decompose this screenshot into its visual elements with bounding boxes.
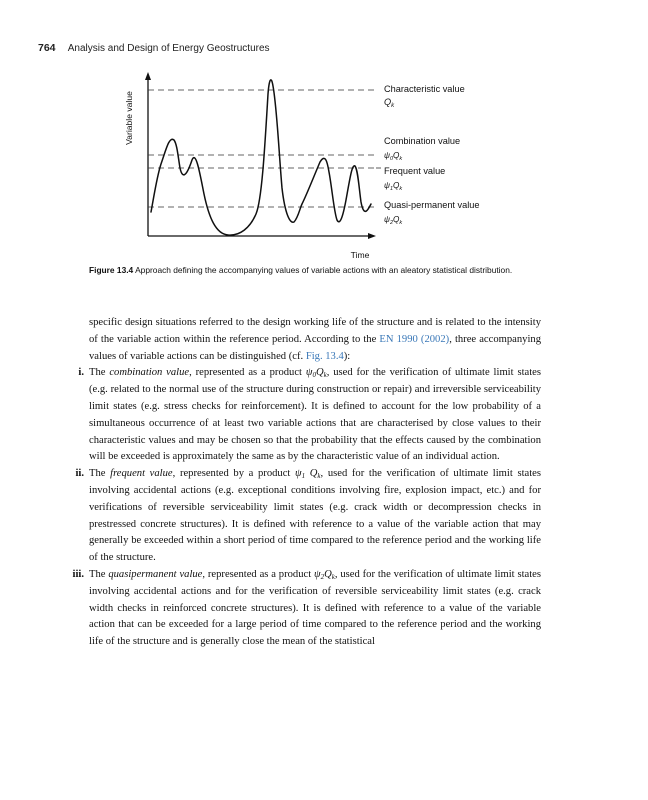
running-header <box>38 42 270 54</box>
item-term: quasipermanent value <box>108 568 203 580</box>
figure-caption-text: Approach defining the accompanying values of variable actions with an aleatory statistical distribution. <box>135 265 513 275</box>
y-axis-label: Variable value <box>124 91 134 145</box>
page-number: 764 <box>38 42 56 54</box>
intro-text-1: specific design situations referred to the design working life of the structure and is related to the intensity of the variable action within the reference period. According to the <box>89 317 541 345</box>
item-text: , used for the verification of ultimate limit states involving accidental actions (e.g. exceptional conditions involving fire, explosion impact, etc.) and for verifications of reversible serviceability limit states (e.g. crack width or decompression checks in prestressed concrete structures). It is defined with reference to a value of the variable action that may generally be exceeded within a short period of time compared to the reference period and the working life of the structure. <box>89 468 541 564</box>
body-text <box>72 315 542 651</box>
item-text: The <box>89 568 109 580</box>
list-item <box>72 567 541 651</box>
item-text: , represented as a product <box>189 367 306 379</box>
combination-symbol: $\psi_0Q_k$ <box>384 151 403 162</box>
characteristic-symbol: $Q_k$ <box>384 97 395 109</box>
list-item-number: i. <box>78 367 84 379</box>
variable-action-curve <box>151 80 371 235</box>
item-term: frequent value <box>110 468 173 480</box>
list-item <box>75 466 541 567</box>
item-text: The <box>89 468 111 480</box>
list-item-number: ii. <box>75 468 84 480</box>
en1990-citation-link[interactable]: EN 1990 (2002) <box>379 333 450 345</box>
figure-13-4 <box>88 64 558 260</box>
quasi-permanent-label: Quasi-permanent value <box>384 200 480 210</box>
frequent-label: Frequent value <box>384 166 446 176</box>
x-axis-arrow <box>368 233 376 239</box>
item-text: , represented by a product <box>172 468 296 480</box>
list-item-number: iii. <box>72 568 84 580</box>
figure-label: Figure 13.4 <box>89 265 134 275</box>
quasi-permanent-symbol: $\psi_2Q_k$ <box>384 215 403 226</box>
item-text: , used for the verification of ultimate limit states involving accidental actions and for the verification of reversible serviceability limit states (e.g. crack width checks in reinforced concrete structures). It is defined with reference to a value of the variable action that can be exceeded for a large period of time compared to the reference period and the working life of the structure and is generally close the mean of the statistical <box>89 568 541 648</box>
item-text: The <box>89 367 110 379</box>
item-symbol: $\psi_1$ $Q_k$ <box>295 468 321 481</box>
item-symbol: $\psi_2Q_k$ <box>314 568 335 581</box>
fig-13-4-ref-link[interactable]: Fig. 13.4 <box>305 350 344 362</box>
intro-text-2: , three accompanying values of variable actions can be distinguished (cf. <box>89 333 542 362</box>
list-item <box>78 365 541 466</box>
running-title: Analysis and Design of Energy Geostructures <box>67 43 270 54</box>
item-symbol: $\psi_0Q_k$ <box>305 367 327 380</box>
figure-caption <box>89 264 541 276</box>
characteristic-label: Characteristic value <box>384 84 465 94</box>
y-axis-arrow <box>145 72 151 80</box>
item-text: , used for the verification of ultimate limit states (e.g. related to the normal use of the structure during construction or repair) and irreversible serviceability limit states (e.g. stress checks for reinforcement). It is defined to account for the low probability of a simultaneous occurrence of at least two variable actions that are characterised by close values to their characteristic values and may be chosen so that the probability that the effects caused by the combination will be exceeded is approximately the same as by the characteristic value of an individual action. <box>89 367 541 463</box>
accompanying-values-list <box>72 365 541 651</box>
combination-label: Combination value <box>384 136 461 146</box>
frequent-symbol: $\psi_1Q_k$ <box>384 181 403 192</box>
figure-plot <box>88 64 558 260</box>
intro-text-3: ): <box>343 350 351 362</box>
intro-paragraph <box>89 315 541 365</box>
item-text: , represented as a product <box>202 568 315 580</box>
item-term: combination value <box>109 367 190 379</box>
x-axis-label: Time <box>350 250 370 260</box>
